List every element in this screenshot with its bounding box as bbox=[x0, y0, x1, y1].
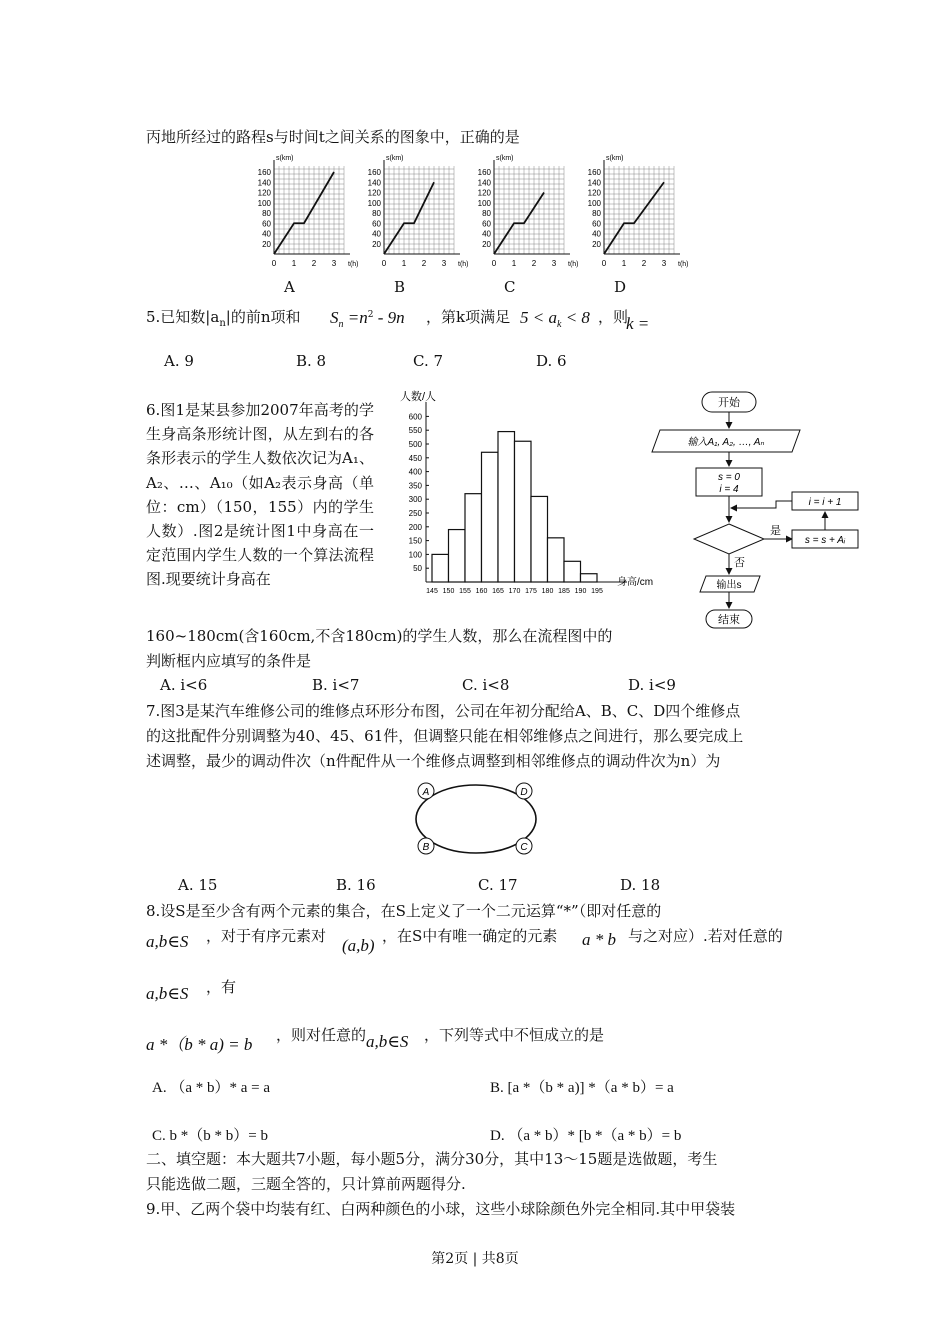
hist-xtick: 165 bbox=[492, 588, 504, 595]
q8-m4: a,b∈S bbox=[146, 984, 189, 1003]
q7-option-b: B. 16 bbox=[336, 876, 376, 894]
q8-t2: ，在S中有唯一确定的元素 bbox=[382, 927, 558, 945]
q6-option-d: D. i<9 bbox=[628, 676, 676, 694]
q4-ytick: 60 bbox=[592, 219, 601, 229]
q4-ytick: 120 bbox=[477, 188, 491, 198]
q4-xlabel: t(h) bbox=[348, 261, 359, 268]
q4-ytick: 120 bbox=[367, 188, 381, 198]
hist-bar bbox=[531, 496, 548, 582]
q4-graph-a bbox=[258, 155, 359, 268]
q4-xtick: 0 bbox=[271, 259, 277, 268]
q5-ask: k = bbox=[626, 314, 650, 333]
q4-xtick: 2 bbox=[421, 259, 427, 268]
q4-ytick: 20 bbox=[592, 239, 601, 249]
q4-ytick: 80 bbox=[482, 209, 491, 218]
hist-ytick: 300 bbox=[408, 495, 422, 505]
q4-ytick: 160 bbox=[477, 168, 491, 177]
q9-line1: 9.甲、乙两个袋中均装有红、白两种颜色的小球，这些小球除颜色外完全相同.其中甲袋装 bbox=[146, 1200, 736, 1218]
q5-end: ，则 bbox=[598, 308, 629, 326]
q4-ytick: 100 bbox=[257, 198, 271, 208]
fc-input-label: 输入A₁, A₂, …, Aₙ bbox=[687, 437, 765, 448]
q8-option-d: D. （a * b）* [b *（a * b）= b bbox=[490, 1128, 682, 1144]
hist-bar bbox=[515, 441, 532, 582]
q4-xtick: 1 bbox=[511, 259, 517, 268]
q7-node-b bbox=[418, 838, 434, 854]
hist-bar bbox=[548, 538, 565, 582]
fc-start-label: 开始 bbox=[718, 397, 740, 409]
q4-ytick: 80 bbox=[592, 209, 601, 218]
q8-t4: ，有 bbox=[206, 978, 237, 996]
q5-mid: |的前n项和 bbox=[225, 308, 301, 326]
q4-graph-d bbox=[588, 155, 689, 268]
q4-ytick: 40 bbox=[262, 229, 271, 239]
q4-ylabel: s(km) bbox=[496, 155, 514, 162]
q8-m1: a,b∈S bbox=[146, 932, 189, 951]
q4-ytick: 140 bbox=[367, 178, 381, 188]
section2-line1: 二、填空题：本大题共7小题，每小题5分，满分30分，其中13～15题是选做题，考生 bbox=[146, 1150, 718, 1168]
hist-ytick: 350 bbox=[408, 481, 422, 491]
q4-ytick: 100 bbox=[367, 198, 381, 208]
q5-prefix: 5.已知数|a bbox=[146, 308, 220, 326]
q8-t1: ，对于有序元素对 bbox=[206, 927, 327, 945]
hist-ylabel: 人数/人 bbox=[400, 391, 437, 403]
hist-ytick: 550 bbox=[408, 426, 422, 436]
hist-xtick: 170 bbox=[508, 588, 521, 595]
fc-decision bbox=[694, 524, 764, 554]
q5-option-a: A. 9 bbox=[164, 352, 194, 370]
q8-option-a: A. （a * b）* a = a bbox=[152, 1080, 271, 1096]
hist-xtick: 190 bbox=[574, 588, 587, 595]
hist-ytick: 250 bbox=[408, 509, 422, 518]
q4-ytick: 20 bbox=[262, 239, 271, 249]
q4-ytick: 40 bbox=[592, 229, 601, 239]
q4-ytick: 60 bbox=[482, 219, 491, 229]
hist-ytick: 500 bbox=[408, 440, 422, 449]
q4-stem-tail: 丙地所经过的路程s与时间t之间关系的图象中，正确的是 bbox=[146, 128, 520, 146]
q7-line1: 7.图3是某汽车维修公司的维修点环形分布图，公司在年初分配给A、B、C、D四个维修点 bbox=[146, 702, 741, 720]
q4-xlabel: t(h) bbox=[678, 261, 689, 268]
q4-xtick: 3 bbox=[441, 259, 447, 268]
q5-option-c: C. 7 bbox=[413, 352, 444, 370]
q4-label-d: D bbox=[614, 278, 627, 296]
q4-graphs bbox=[248, 152, 708, 270]
q4-ylabel: s(km) bbox=[386, 155, 404, 162]
q6-flowchart bbox=[650, 386, 890, 636]
q7-ring-diagram bbox=[408, 778, 544, 860]
q6-line3: 判断框内应填写的条件是 bbox=[146, 652, 312, 670]
q8-m5: a *（b * a) = b bbox=[146, 1035, 253, 1054]
hist-bar bbox=[432, 554, 449, 582]
hist-xtick: 195 bbox=[591, 588, 603, 595]
q4-xtick: 3 bbox=[331, 259, 337, 268]
svg-text:C: C bbox=[520, 842, 528, 853]
hist-xtick: 185 bbox=[558, 588, 570, 595]
q6-histogram bbox=[378, 386, 654, 602]
q4-ytick: 20 bbox=[482, 239, 491, 249]
q7-option-c: C. 17 bbox=[478, 876, 518, 894]
q4-xtick: 1 bbox=[621, 259, 627, 268]
q7-node-c bbox=[516, 838, 532, 854]
q4-ylabel: s(km) bbox=[276, 155, 294, 162]
section2-line2: 只能选做二题，三题全答的，只计算前两题得分. bbox=[146, 1175, 466, 1193]
hist-bar bbox=[498, 432, 515, 582]
q8-t5: ，则对任意的 bbox=[276, 1026, 367, 1044]
q8-line1: 8.设S是至少含有两个元素的集合，在S上定义了一个二元运算“*”（即对任意的 bbox=[146, 902, 662, 920]
q8-option-b: B. [a *（b * a)] *（a * b）= a bbox=[490, 1080, 674, 1096]
q4-ytick: 140 bbox=[257, 178, 271, 188]
hist-ytick: 100 bbox=[408, 550, 422, 560]
q8-option-c: C. b *（b * b）= b bbox=[152, 1128, 268, 1144]
hist-xtick: 145 bbox=[426, 588, 438, 595]
q8-t3: 与之对应）.若对任意的 bbox=[628, 927, 783, 945]
hist-bar bbox=[449, 530, 466, 582]
fc-init-s: s = 0 bbox=[718, 472, 740, 483]
q4-label-c: C bbox=[504, 278, 516, 296]
q5-sub: n bbox=[219, 318, 226, 329]
hist-bar bbox=[581, 574, 598, 582]
q4-ytick: 120 bbox=[587, 188, 601, 198]
q5-formula: $S_n =n^2 - 9n$ bbox=[330, 308, 405, 330]
q4-xtick: 1 bbox=[291, 259, 297, 268]
fc-accum-label: s = s + Aᵢ bbox=[804, 535, 846, 546]
hist-ytick: 600 bbox=[408, 412, 422, 422]
hist-bar bbox=[465, 494, 482, 582]
q4-ytick: 100 bbox=[477, 198, 491, 208]
q7-line3: 述调整，最少的调动件次（n件配件从一个维修点调整到相邻维修点的调动件次为n）为 bbox=[146, 752, 721, 770]
q4-ytick: 160 bbox=[587, 168, 601, 177]
q8-m6: a,b∈S bbox=[366, 1032, 409, 1051]
q8-m3: a * b bbox=[582, 930, 616, 949]
q6-option-c: C. i<8 bbox=[462, 676, 510, 694]
svg-text:A: A bbox=[422, 787, 430, 798]
q4-xtick: 1 bbox=[401, 259, 407, 268]
svg-text:D: D bbox=[520, 787, 528, 798]
fc-incr-label: i = i + 1 bbox=[808, 497, 842, 508]
q7-option-d: D. 18 bbox=[620, 876, 661, 894]
q4-ytick: 120 bbox=[257, 188, 271, 198]
hist-xtick: 175 bbox=[525, 588, 537, 595]
q7-node-a bbox=[418, 783, 434, 799]
q5-cond: $5 < a_k < 8$ bbox=[520, 308, 590, 330]
fc-yes: 是 bbox=[770, 525, 781, 537]
q4-ytick: 20 bbox=[372, 239, 381, 249]
q4-ytick: 140 bbox=[587, 178, 601, 188]
q4-xlabel: t(h) bbox=[458, 261, 469, 268]
q8-m2: (a,b) bbox=[342, 936, 375, 955]
q5-option-d: D. 6 bbox=[536, 352, 567, 370]
q4-xtick: 0 bbox=[381, 259, 387, 268]
q4-graph-b bbox=[368, 155, 469, 268]
q6-stem: 6.图1是某县参加2007年高考的学生身高条形统计图，从左到右的各条形表示的学生人数依次记为A₁、A₂、…、A₁₀（如A₂表示身高（单位：cm）（150，155）内的学生人数）.图2是统计图1中身高在一定范围内学生人数的一个算法流程图.现要统计身高在 bbox=[146, 401, 374, 589]
q4-ytick: 160 bbox=[367, 168, 381, 177]
q7-option-a: A. 15 bbox=[178, 876, 218, 894]
q4-xtick: 2 bbox=[641, 259, 647, 268]
q4-ytick: 100 bbox=[587, 198, 601, 208]
q5-option-b: B. 8 bbox=[296, 352, 327, 370]
fc-no: 否 bbox=[734, 557, 745, 569]
q5-comma: ，第k项满足 bbox=[426, 308, 511, 326]
hist-ytick: 200 bbox=[408, 522, 422, 532]
hist-ytick: 50 bbox=[413, 564, 422, 574]
page-footer: 第2页 | 共8页 bbox=[431, 1251, 519, 1267]
q6-option-b: B. i<7 bbox=[312, 676, 360, 694]
q4-ytick: 80 bbox=[262, 209, 271, 218]
q4-xtick: 0 bbox=[601, 259, 607, 268]
q4-xtick: 3 bbox=[661, 259, 667, 268]
hist-xtick: 180 bbox=[541, 588, 554, 595]
q4-ytick: 60 bbox=[262, 219, 271, 229]
hist-xtick: 150 bbox=[442, 588, 455, 595]
q8-t6: ，下列等式中不恒成立的是 bbox=[424, 1026, 605, 1044]
hist-ytick: 150 bbox=[408, 536, 422, 546]
q4-ytick: 140 bbox=[477, 178, 491, 188]
q4-xtick: 2 bbox=[311, 259, 317, 268]
hist-bar bbox=[482, 452, 499, 582]
hist-xtick: 155 bbox=[459, 588, 471, 595]
fc-end-label: 结束 bbox=[718, 614, 740, 626]
hist-xlabel: 身高/cm bbox=[617, 577, 654, 588]
q4-label-b: B bbox=[394, 278, 406, 296]
q4-graph-c bbox=[478, 155, 579, 268]
q4-xtick: 0 bbox=[491, 259, 497, 268]
q6-line2: 160~180cm(含160cm,不含180cm)的学生人数，那么在流程图中的 bbox=[146, 627, 613, 645]
q4-ylabel: s(km) bbox=[606, 155, 624, 162]
q5-stem bbox=[146, 306, 300, 329]
fc-output-label: 输出s bbox=[716, 580, 742, 591]
svg-text:B: B bbox=[422, 842, 430, 853]
q4-xlabel: t(h) bbox=[568, 261, 579, 268]
hist-ytick: 400 bbox=[408, 467, 422, 477]
q4-label-a: A bbox=[284, 278, 295, 296]
q4-xtick: 2 bbox=[531, 259, 537, 268]
q4-ytick: 80 bbox=[372, 209, 381, 218]
q7-line2: 的这批配件分别调整为40、45、61件，但调整只能在相邻维修点之间进行，那么要完成上 bbox=[146, 727, 744, 745]
q4-ytick: 60 bbox=[372, 219, 381, 229]
q4-ytick: 160 bbox=[257, 168, 271, 177]
fc-init-i: i = 4 bbox=[719, 484, 739, 495]
q4-ytick: 40 bbox=[372, 229, 381, 239]
q4-xtick: 3 bbox=[551, 259, 557, 268]
q7-node-d bbox=[516, 783, 532, 799]
hist-ytick: 450 bbox=[408, 453, 422, 463]
q6-option-a: A. i<6 bbox=[160, 676, 208, 694]
hist-xtick: 160 bbox=[475, 588, 488, 595]
q4-ytick: 40 bbox=[482, 229, 491, 239]
hist-bar bbox=[564, 561, 581, 582]
